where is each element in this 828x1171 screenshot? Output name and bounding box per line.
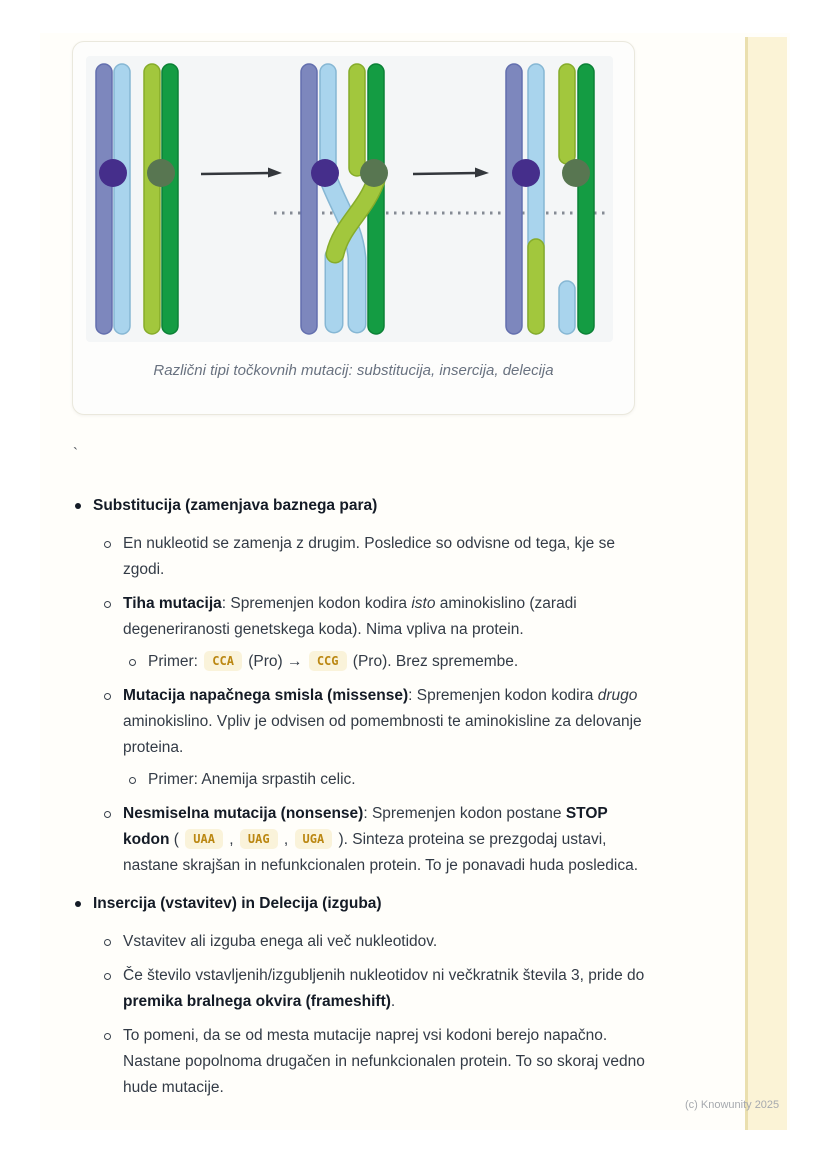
list-item-text: Tiha mutacija: Spremenjen kodon kodira isto aminokislino (zaradi degeneriranosti genetskega koda). Nima vpliva na protein. [123, 595, 577, 638]
list-item [40, 683, 655, 761]
bullet-disc-icon [75, 503, 81, 509]
chromatid [96, 64, 112, 334]
list-item [40, 1023, 655, 1101]
list-item [40, 891, 655, 917]
list-item-text: Če število vstavljenih/izgubljenih nukleotidov ni večkratnik števila 3, pride do premika bralnega okvira (frameshift). [123, 967, 645, 1010]
list-item [40, 531, 655, 583]
chromatid [320, 64, 336, 176]
bullet-circle-icon [104, 811, 111, 818]
bullet-circle-icon [129, 777, 136, 784]
list-item [40, 963, 655, 1015]
figure-card [72, 41, 635, 415]
chromatid [114, 64, 130, 334]
list-item-text: Primer: CCA (Pro) → CCG (Pro). Brez spremembe. [148, 653, 519, 670]
list-item-text: Mutacija napačnega smisla (missense): Spremenjen kodon kodira drugo aminokislino. Vpliv je odvisen od pomembnosti te aminokisline za delovanje proteina. [123, 687, 642, 756]
chromosome-group-before [96, 64, 178, 334]
chromatid [578, 64, 594, 334]
bullet-circle-icon [104, 1033, 111, 1040]
centromere [311, 159, 339, 187]
list-item-text: Nesmiselna mutacija (nonsense): Spremenjen kodon postane STOP kodon ( UAA , UAG , UGA ). Sinteza proteina se prezgodaj ustavi, nastane skrajšan in nefunkcionalen protein. To je ponavadi huda posledica. [123, 805, 639, 874]
list-item [40, 767, 655, 793]
list-item-text: En nukleotid se zamenja z drugim. Posledice so odvisne od tega, kje se zgodi. [123, 535, 615, 578]
chromosome-illustration [86, 56, 613, 342]
codon-badge: UAA [185, 829, 223, 849]
chromatid [506, 64, 522, 334]
list-item-text: To pomeni, da se od mesta mutacije naprej vsi kodoni berejo napačno. Nastane popolnoma drugačen in nefunkcionalen protein. To so skoraj vedno hude mutacije. [123, 1027, 645, 1096]
codon-badge: UGA [295, 829, 333, 849]
bullet-list [40, 493, 655, 1109]
centromere [562, 159, 590, 187]
list-item-text: Insercija (vstavitev) in Delecija (izguba) [93, 895, 382, 912]
chromatid [349, 64, 365, 176]
codon-badge: UAG [240, 829, 278, 849]
bullet-circle-icon [104, 541, 111, 548]
centromere [512, 159, 540, 187]
centromere [360, 159, 388, 187]
list-item-text: Substitucija (zamenjava baznega para) [93, 497, 378, 514]
chromosome-group-crossover [301, 64, 388, 334]
translocated-segment [528, 239, 544, 334]
bullet-circle-icon [104, 693, 111, 700]
chromatid [301, 64, 317, 334]
arrow-right-icon [413, 168, 489, 178]
list-item-text: Primer: Anemija srpastih celic. [148, 771, 356, 788]
stray-character: ` [73, 445, 78, 462]
chromatid [162, 64, 178, 334]
figure-caption: Različni tipi točkovnih mutacij: substitucija, insercija, delecija [153, 362, 554, 379]
watermark: (c) Knowunity 2025 [685, 1099, 780, 1111]
centromere [99, 159, 127, 187]
chromatid [144, 64, 160, 334]
document-paper [40, 33, 790, 1130]
bullet-circle-icon [104, 939, 111, 946]
shortened-chromatid [559, 64, 575, 164]
list-item [40, 801, 655, 879]
list-item [40, 929, 655, 955]
chromosome-diagram [86, 56, 613, 342]
list-item [40, 591, 655, 643]
chromatid-fragment [559, 281, 575, 334]
codon-badge: CCG [309, 651, 347, 671]
arrow-right-icon [201, 168, 282, 178]
codon-badge: CCA [204, 651, 242, 671]
bullet-circle-icon [104, 601, 111, 608]
bullet-circle-icon [129, 659, 136, 666]
chromosome-group-after [506, 64, 594, 334]
list-item-text: Vstavitev ali izguba enega ali več nukleotidov. [123, 933, 438, 950]
centromere [147, 159, 175, 187]
list-item [40, 493, 655, 519]
bullet-circle-icon [104, 973, 111, 980]
list-item [40, 649, 655, 675]
bullet-disc-icon [75, 901, 81, 907]
page-edge-strip [745, 37, 787, 1130]
